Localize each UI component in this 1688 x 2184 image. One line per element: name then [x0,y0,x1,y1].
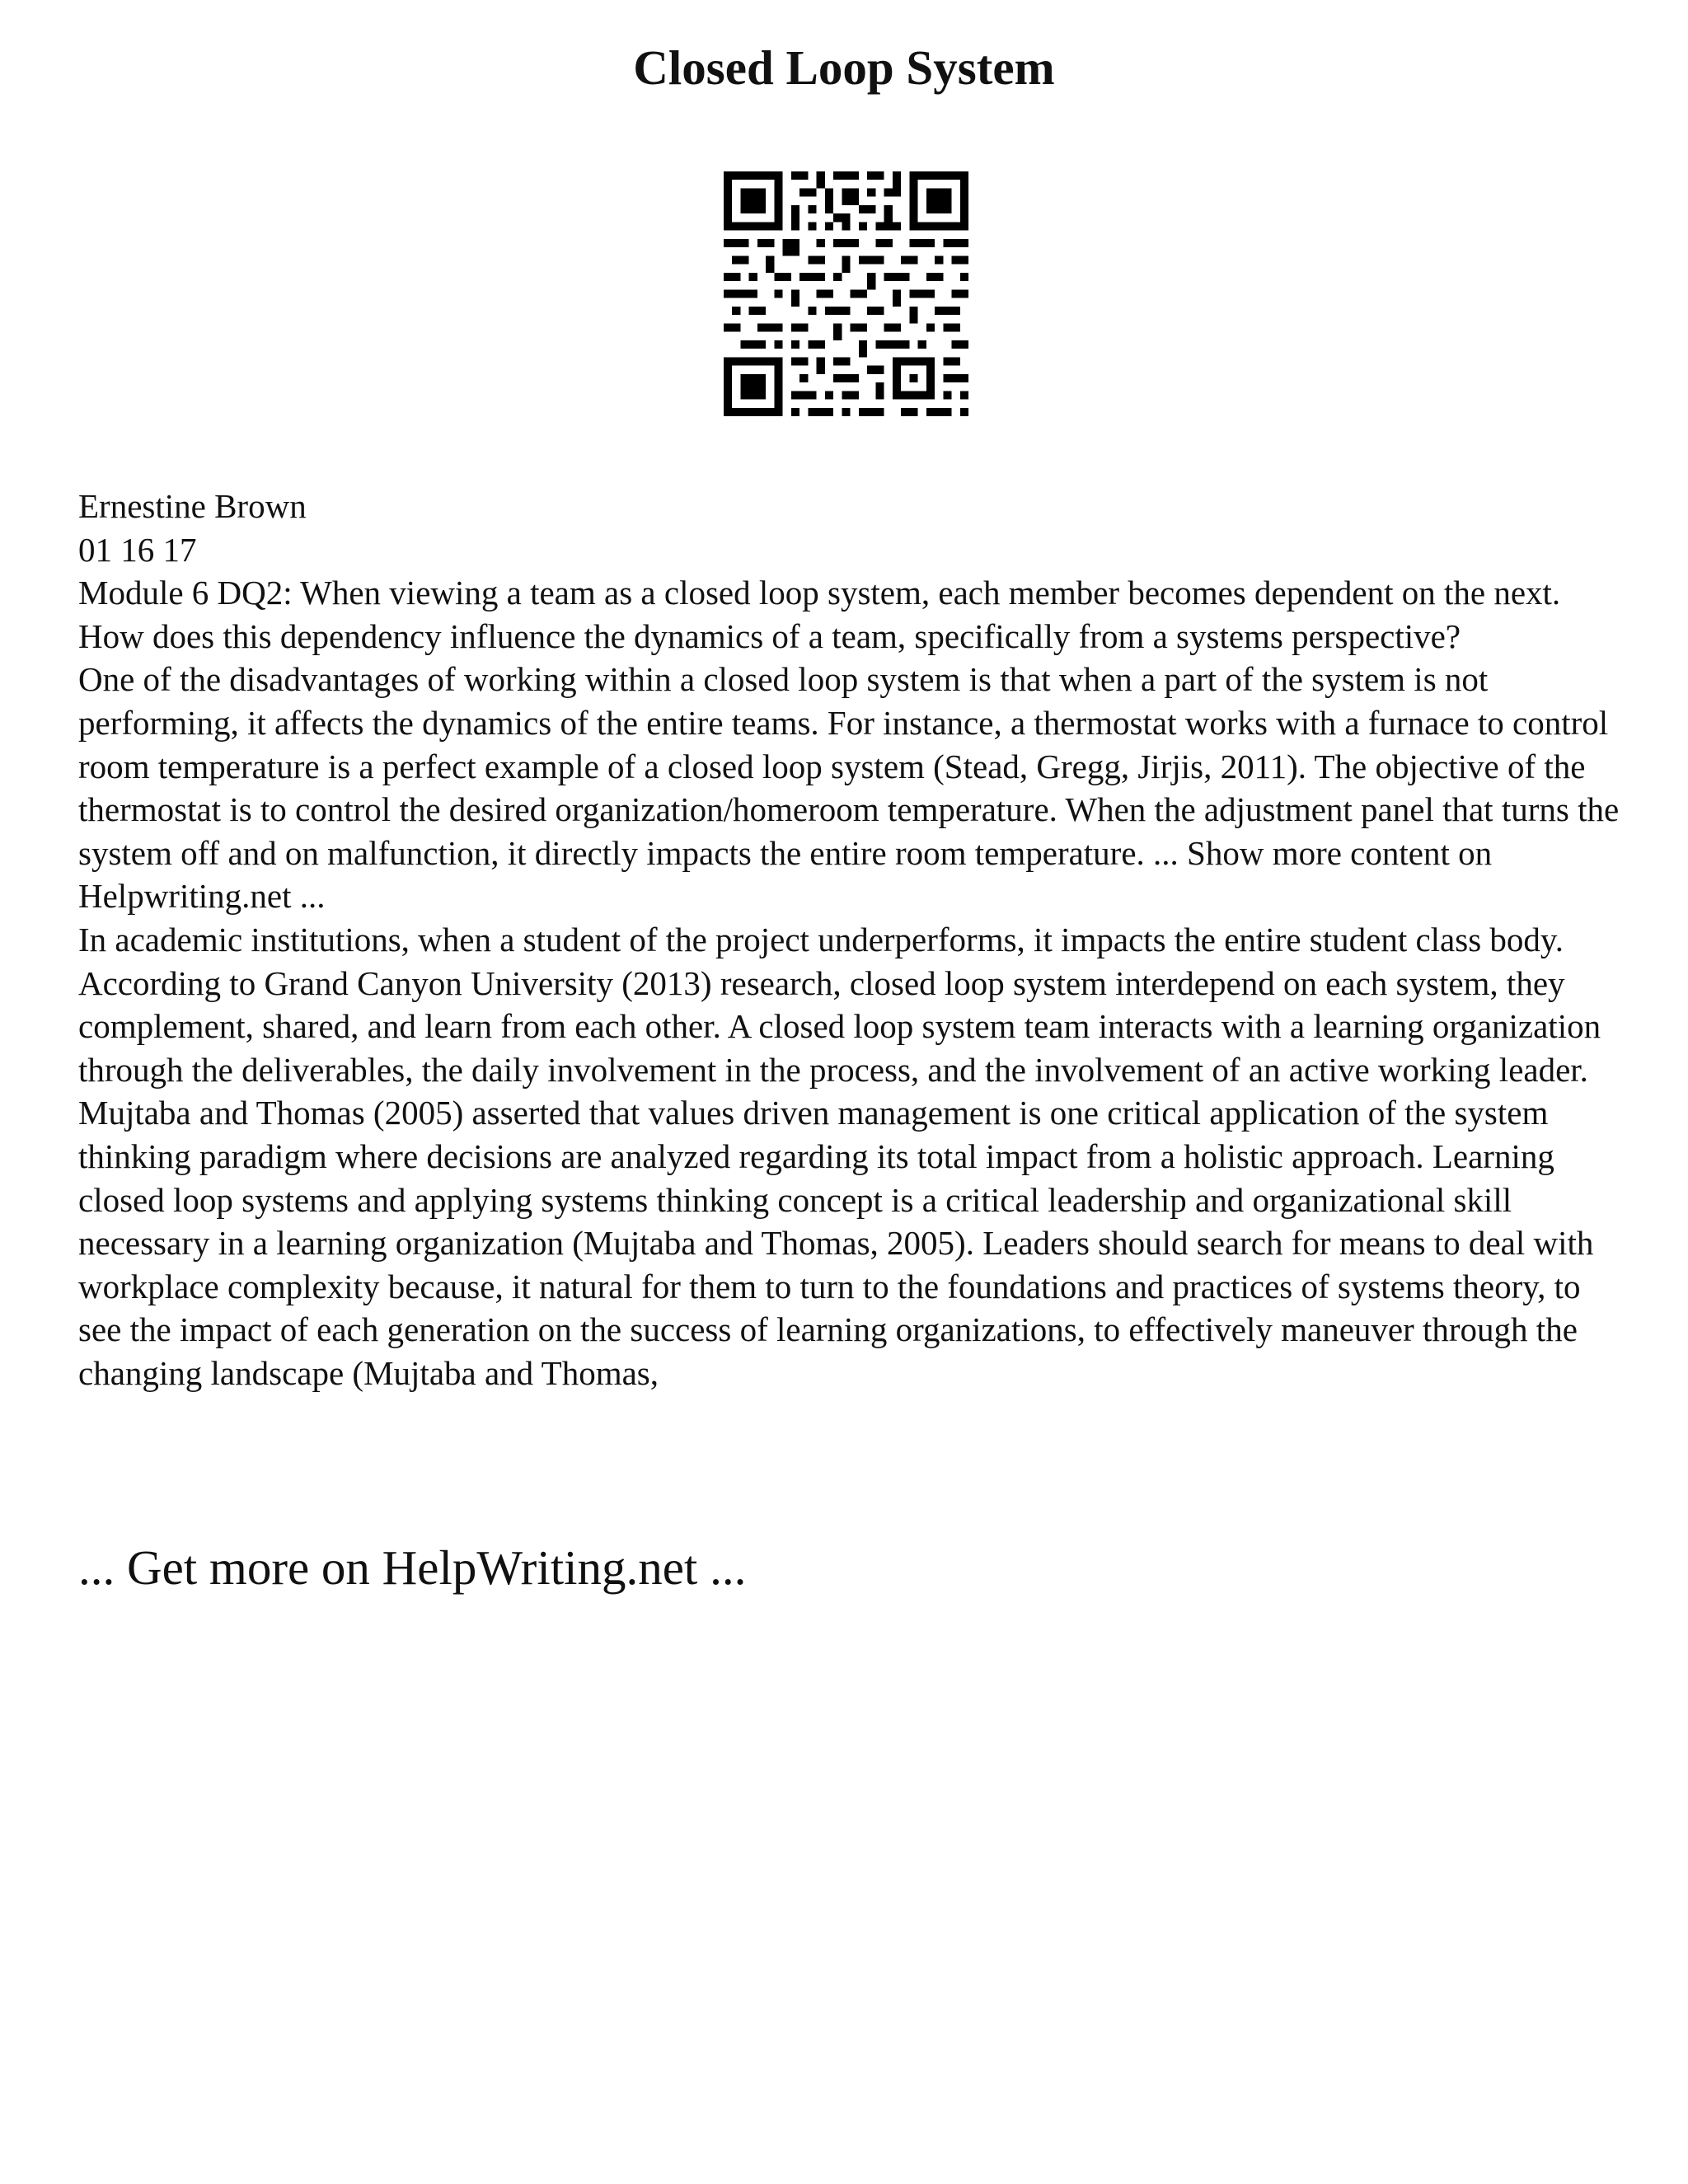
document-date: 01 16 17 [78,530,197,569]
document-title: Closed Loop System [633,40,1055,95]
author-name: Ernestine Brown [78,487,307,525]
body-paragraph-1: One of the disadvantages of working within a closed loop system is that when a part of the system is not performing, it affects the dynamics of the entire teams. For instance, a thermostat works with a furnace to control room temperature is a perfect example of a closed loop system (Stead, Gregg, Jirjis, 2011). The objective of the thermostat is to control the desired organization/homeroom temperature. When the adjustment panel that turns the system off and on malfunction, it directly impacts the entire room temperature. ... Show more content on Helpwriting.net ... [78,660,1620,916]
document-body [78,485,1628,1394]
qr-code-image [724,171,968,416]
get-more-link[interactable]: ... Get more on HelpWriting.net ... [78,1540,747,1595]
discussion-prompt: Module 6 DQ2: When viewing a team as a closed loop system, each member becomes dependent on the next. How does this dependency influence the dynamics of a team, specifically from a systems perspective? [78,574,1561,655]
qr-code-graphic [724,171,968,416]
body-paragraph-2: In academic institutions, when a student of the project underperforms, it impacts the entire student class body. According to Grand Canyon University (2013) research, closed loop system interdepend on each system, they complement, shared, and learn from each other. A closed loop system team interacts with a learning organization through the deliverables, the daily involvement in the process, and the involvement of an active working leader. Mujtaba and Thomas (2005) asserted that values driven management is one critical application of the system thinking paradigm where decisions are analyzed regarding its total impact from a holistic approach. Learning closed loop systems and applying systems thinking concept is a critical leadership and organizational skill necessary in a learning organization (Mujtaba and Thomas, 2005). Leaders should search for means to deal with workplace complexity because, it natural for them to turn to the foundations and practices of systems theory, to see the impact of each generation on the success of learning organizations, to effectively maneuver through the changing landscape (Mujtaba and Thomas, [78,920,1601,1392]
